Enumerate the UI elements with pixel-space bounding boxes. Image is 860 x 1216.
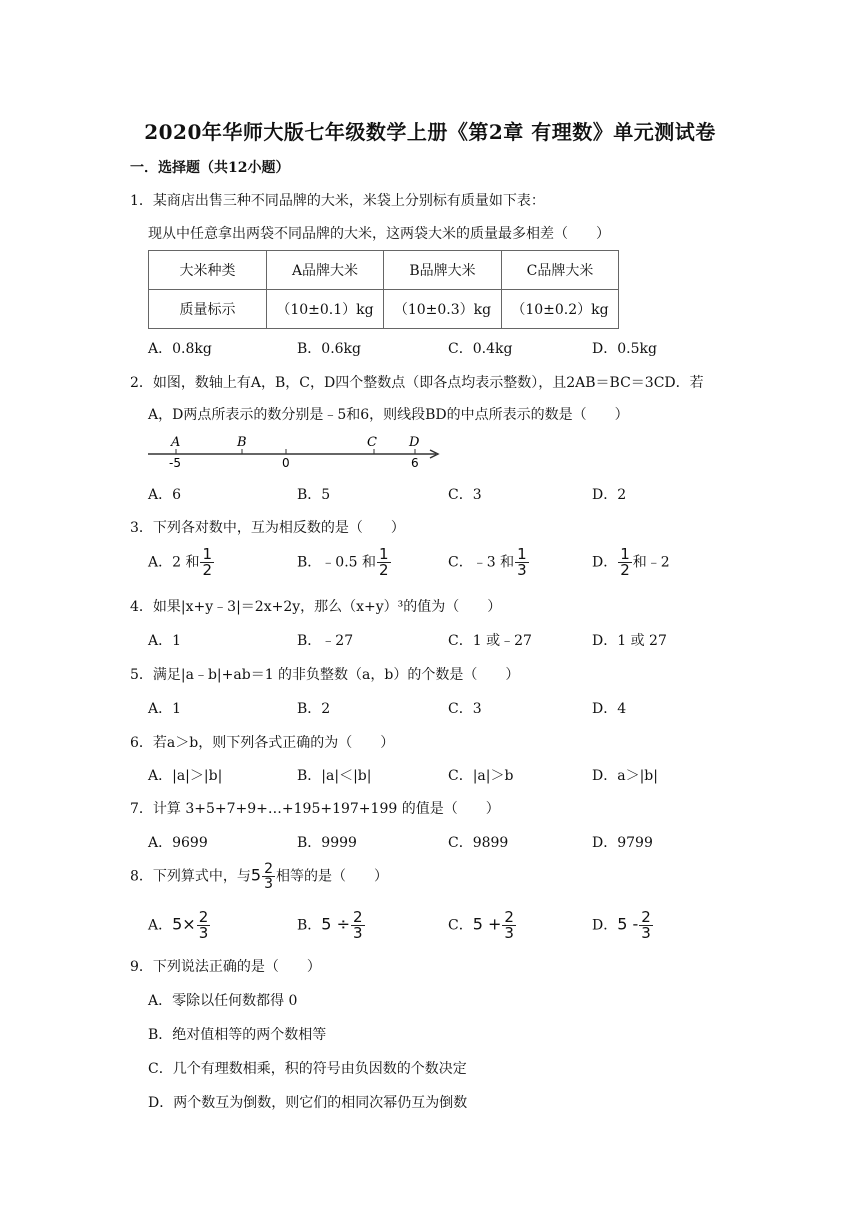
option-c: C．3 [448, 487, 482, 503]
question-2-stem: 2．如图，数轴上有A，B，C，D四个整数点（即各点均表示整数），且2AB＝BC＝3CD．若 [130, 375, 704, 391]
numerator: 1 [517, 545, 527, 563]
table-cell: C品牌大米 [502, 251, 619, 290]
option-b: B．2 [297, 701, 331, 717]
option-a: A．|a|＞|b| [148, 768, 223, 784]
option-text: C． [448, 917, 473, 934]
denominator: 3 [264, 876, 274, 892]
expression: 5× [172, 914, 196, 934]
option-a [148, 547, 215, 578]
fraction [515, 547, 529, 578]
option-c: C．3 [448, 701, 482, 717]
option-b: B．9999 [297, 835, 357, 851]
option-b: B．绝对值相等的两个数相等 [148, 1027, 327, 1043]
table-cell: A品牌大米 [267, 251, 384, 290]
point-label-d: D [409, 435, 420, 450]
numerator: 1 [620, 545, 630, 563]
expression: 5 ÷ [321, 914, 350, 934]
numerator: 2 [641, 908, 651, 926]
fraction [618, 547, 632, 578]
option-text: A．2 和 [148, 554, 200, 571]
fraction [377, 547, 391, 578]
numerator: 1 [202, 545, 213, 563]
point-label-b: B [237, 435, 247, 450]
option-a: A．1 [148, 633, 182, 649]
option-d: D．2 [592, 487, 627, 503]
option-text: 和﹣2 [632, 554, 670, 571]
table-cell: B品牌大米 [384, 251, 502, 290]
option-c: C．9899 [448, 835, 509, 851]
number-line-figure [146, 432, 446, 470]
option-d [592, 910, 654, 941]
option-text: D． [592, 554, 618, 571]
tick-label: 0 [282, 456, 290, 470]
table-cell: （10±0.2）kg [502, 290, 619, 329]
point-label-a: A [171, 435, 181, 450]
question-9-stem: 9．下列说法正确的是（ ） [130, 959, 321, 975]
numerator: 1 [379, 545, 389, 563]
option-a: A．1 [148, 701, 182, 717]
option-text: C．﹣3 和 [448, 554, 515, 571]
fraction [502, 910, 516, 941]
fraction [639, 910, 653, 941]
mixed-number-whole: 5 [250, 865, 262, 885]
question-7-stem: 7．计算 3+5+7+9+…+195+197+199 的值是（ ） [130, 801, 500, 817]
table-row [149, 251, 619, 290]
denominator: 2 [620, 561, 630, 579]
option-d: D．两个数互为倒数，则它们的相同次幂仍互为倒数 [148, 1095, 468, 1111]
fraction [262, 862, 275, 891]
table-cell: 质量标示 [149, 290, 267, 329]
denominator: 2 [379, 561, 389, 579]
numerator: 2 [352, 908, 363, 926]
question-1-stem: 1．某商店出售三种不同品牌的大米，米袋上分别标有质量如下表： [130, 193, 545, 209]
option-d [592, 547, 670, 578]
option-b: B．﹣27 [297, 633, 354, 649]
denominator: 2 [202, 561, 213, 579]
fraction [197, 910, 211, 941]
option-a: A．6 [148, 487, 182, 503]
table-cell: （10±0.3）kg [384, 290, 502, 329]
tick-label: -5 [169, 456, 181, 470]
option-c: C．0.4kg [448, 341, 513, 357]
option-b [297, 910, 366, 941]
expression: 5 - [617, 914, 639, 934]
fraction [351, 910, 365, 941]
option-text: A． [148, 917, 173, 934]
option-text: D． [592, 917, 618, 934]
stem-text: 8．下列算式中，与 [130, 868, 251, 885]
page-title: 2020年华师大版七年级数学上册《第2章 有理数》单元测试卷 [144, 120, 716, 144]
table-cell: （10±0.1）kg [267, 290, 384, 329]
fraction [200, 547, 214, 578]
numerator: 2 [504, 908, 514, 926]
expression: 5 + [472, 914, 502, 934]
tick-label: 6 [411, 456, 419, 470]
question-5-stem: 5．满足|a﹣b|+ab＝1 的非负整数（a，b）的个数是（ ） [130, 667, 520, 683]
option-c: C．|a|＞b [448, 768, 514, 784]
question-6-stem: 6．若a＞b，则下列各式正确的为（ ） [130, 735, 395, 751]
option-d: D．9799 [592, 835, 653, 851]
denominator: 3 [517, 561, 527, 579]
rice-table [148, 250, 619, 329]
option-c [448, 910, 517, 941]
question-3-stem: 3．下列各对数中，互为相反数的是（ ） [130, 520, 405, 536]
option-b: B．0.6kg [297, 341, 361, 357]
option-a: A．9699 [148, 835, 208, 851]
option-a [148, 910, 211, 941]
option-b: B．5 [297, 487, 331, 503]
option-d: D．4 [592, 701, 627, 717]
option-text: B．﹣0.5 和 [297, 554, 377, 571]
option-c: C．1 或﹣27 [448, 633, 532, 649]
option-b [297, 547, 392, 578]
option-c: C．几个有理数相乘，积的符号由负因数的个数决定 [148, 1061, 467, 1077]
option-d: D．0.5kg [592, 341, 657, 357]
option-d: D．1 或 27 [592, 633, 667, 649]
question-8-stem [130, 862, 388, 891]
option-a: A．零除以任何数都得 0 [148, 993, 298, 1009]
denominator: 3 [198, 924, 209, 942]
denominator: 3 [504, 924, 514, 942]
table-row [149, 290, 619, 329]
point-label-c: C [367, 435, 377, 450]
option-d: D．a＞|b| [592, 768, 658, 784]
question-4-stem: 4．如果|x+y﹣3|＝2x+2y，那么（x+y）³的值为（ ） [130, 599, 502, 615]
numerator: 2 [264, 861, 274, 877]
option-text: B． [297, 917, 322, 934]
section-heading: 一．选择题（共12小题） [130, 160, 290, 176]
question-1-line2: 现从中任意拿出两袋不同品牌的大米，这两袋大米的质量最多相差（ ） [148, 226, 610, 242]
denominator: 3 [641, 924, 651, 942]
table-cell: 大米种类 [149, 251, 267, 290]
denominator: 3 [352, 924, 363, 942]
question-2-line2: A，D两点所表示的数分别是﹣5和6，则线段BD的中点所表示的数是（ ） [148, 407, 629, 423]
option-c [448, 547, 530, 578]
option-a: A．0.8kg [148, 341, 212, 357]
numerator: 2 [198, 908, 209, 926]
option-b: B．|a|＜|b| [297, 768, 372, 784]
stem-text: 相等的是（ ） [276, 868, 389, 885]
